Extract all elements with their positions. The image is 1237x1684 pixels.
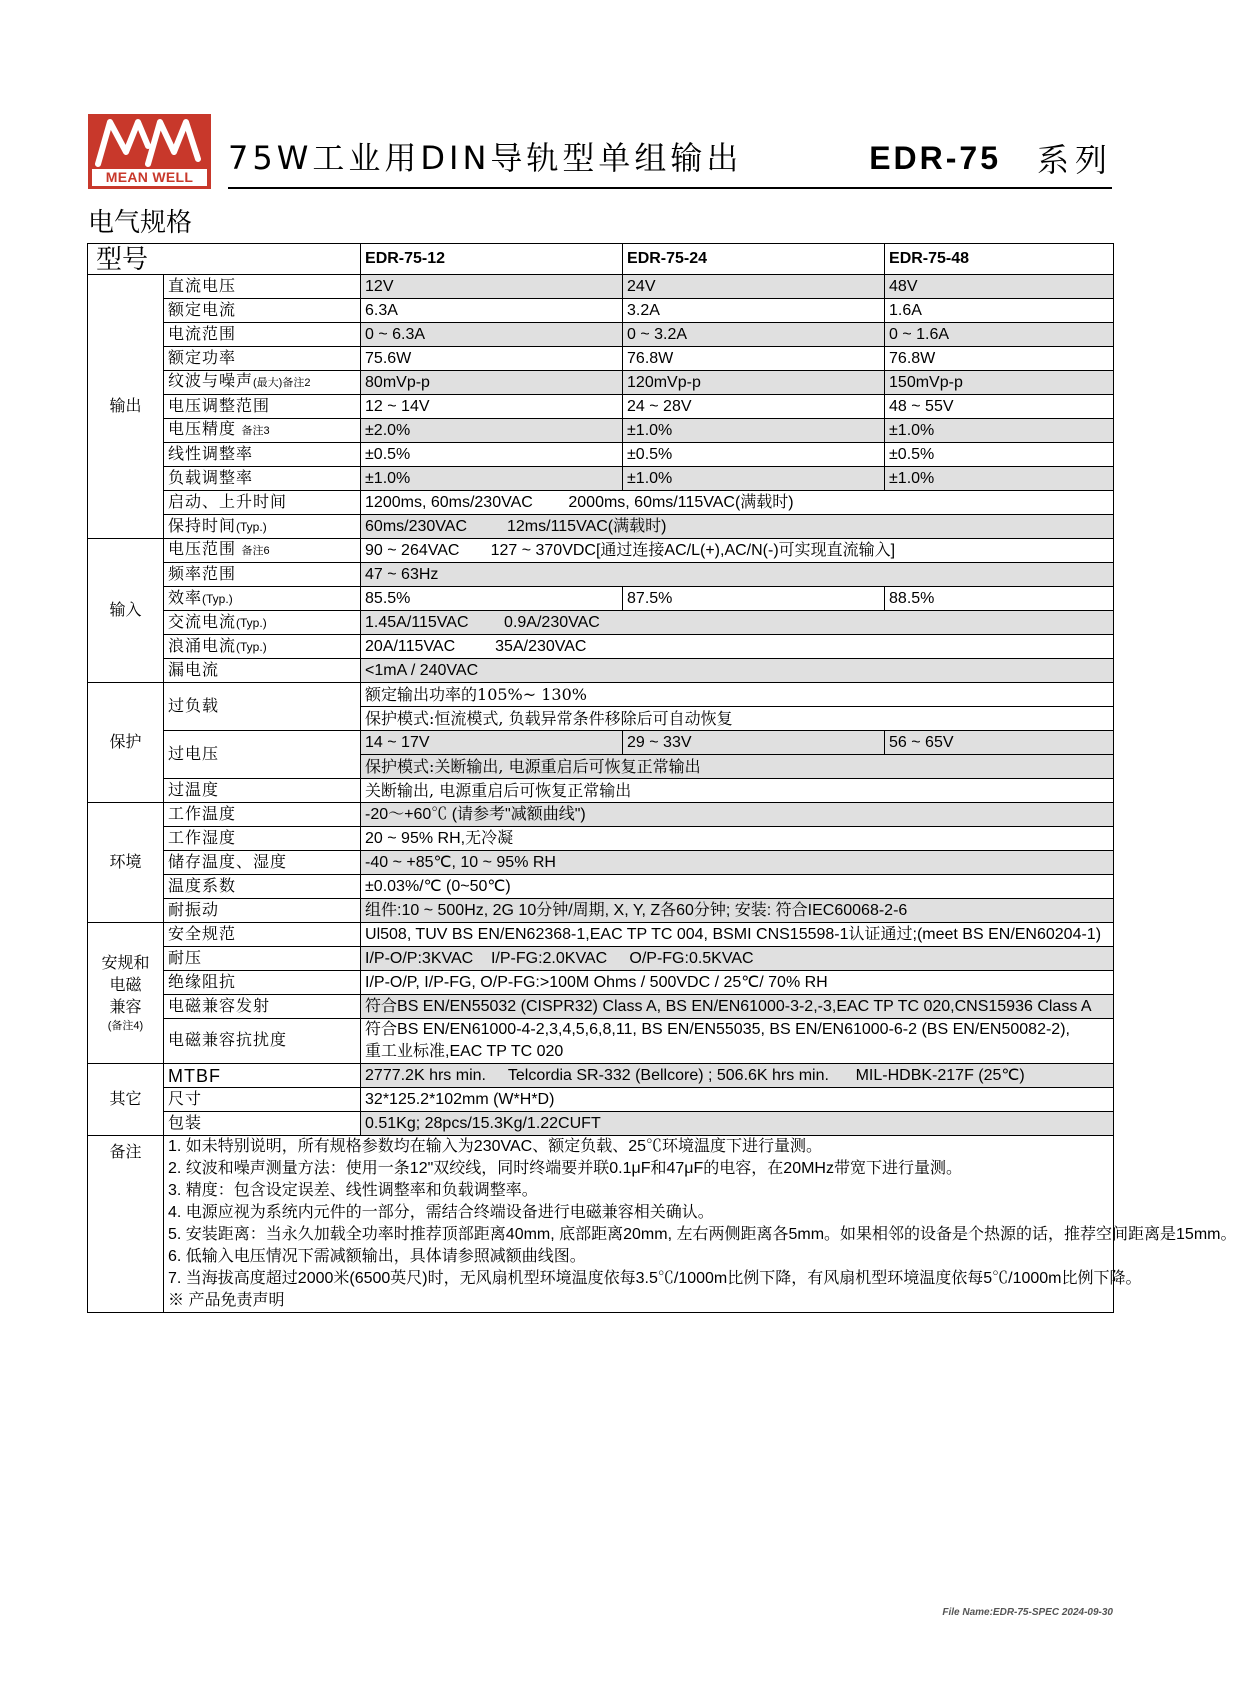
cell-value: ±2.0%: [361, 419, 623, 443]
note-item: 1. 如未特别说明，所有规格参数均在输入为230VAC、额定负载、25℃环境温度下进行量测。: [168, 1138, 822, 1155]
category-others: 其它: [88, 1064, 164, 1136]
cell-value: I/P-O/P, I/P-FG, O/P-FG:>100M Ohms / 500VDC / 25℃/ 70% RH: [361, 971, 1114, 995]
row-label: 耐压: [164, 947, 361, 971]
row-label: 绝缘阻抗: [164, 971, 361, 995]
row-label-note: (最大)备注2: [253, 377, 311, 389]
category-notes: 备注: [88, 1136, 164, 1313]
cell-value: 1.45A/115VAC 0.9A/230VAC: [361, 611, 1114, 635]
table-row: [88, 947, 1114, 971]
series-suffix: 系列: [1036, 141, 1113, 179]
cell-line: 重工业标准,EAC TP TC 020: [365, 1043, 564, 1060]
row-label: 电流范围: [164, 323, 361, 347]
row-label: 电压调整范围: [164, 395, 361, 419]
row-label: [164, 611, 361, 635]
model-row: [88, 244, 1114, 275]
cell-value: 1.6A: [885, 299, 1114, 323]
category-protection: 保护: [88, 683, 164, 803]
cell-value: 85.5%: [361, 587, 623, 611]
cell-value: 75.6W: [361, 347, 623, 371]
table-row: [88, 995, 1114, 1019]
note-item[interactable]: ※ 产品免责声明: [168, 1292, 285, 1309]
cell-value: ±1.0%: [361, 467, 623, 491]
model-header: EDR-75-48: [885, 244, 1114, 275]
table-row: [88, 1112, 1114, 1136]
cell-value: 保护模式:关断输出, 电源重启后可恢复正常输出: [361, 755, 1114, 779]
table-row: [88, 827, 1114, 851]
table-row: [88, 323, 1114, 347]
category-line: 电磁: [109, 977, 142, 994]
table-row: [88, 539, 1114, 563]
row-label: [164, 539, 361, 563]
file-name-footer: File Name:EDR-75-SPEC 2024-09-30: [942, 1607, 1113, 1618]
row-label: 额定功率: [164, 347, 361, 371]
row-label-text: 电压精度: [168, 421, 237, 438]
table-row: [88, 371, 1114, 395]
row-label: 启动、上升时间: [164, 491, 361, 515]
row-label: 线性调整率: [164, 443, 361, 467]
table-row: [88, 587, 1114, 611]
cell-value: ±1.0%: [885, 419, 1114, 443]
row-label-note: (Typ.): [236, 639, 267, 654]
table-row: [88, 731, 1114, 755]
cell-value: ±0.5%: [361, 443, 623, 467]
spec-table: [87, 243, 1237, 1313]
table-row: [88, 1064, 1114, 1088]
row-label: 漏电流: [164, 659, 361, 683]
row-label: 负载调整率: [164, 467, 361, 491]
model-header: EDR-75-24: [623, 244, 885, 275]
note-item: 6. 低输入电压情况下需减额输出，具体请参照减额曲线图。: [168, 1248, 586, 1265]
category-environment: 环境: [88, 803, 164, 923]
cell-value: 47 ~ 63Hz: [361, 563, 1114, 587]
row-label-note: 备注6: [241, 545, 270, 557]
notes-list: [164, 1136, 1237, 1313]
note-item: 3. 精度：包含设定误差、线性调整率和负载调整率。: [168, 1182, 538, 1199]
cell-value: ±1.0%: [885, 467, 1114, 491]
table-row: [88, 779, 1114, 803]
cell-value: -40 ~ +85℃, 10 ~ 95% RH: [361, 851, 1114, 875]
table-row: [88, 419, 1114, 443]
row-label: 温度系数: [164, 875, 361, 899]
note-item: 7. 当海拔高度超过2000米(6500英尺)时，无风扇机型环境温度依每3.5℃/1000m比例下降，有风扇机型环境温度依每5℃/1000m比例下降。: [168, 1270, 1142, 1287]
table-row: [88, 851, 1114, 875]
table-row: [88, 803, 1114, 827]
table-row: [88, 923, 1114, 947]
cell-value: 20 ~ 95% RH,无冷凝: [361, 827, 1114, 851]
cell-value: 20A/115VAC 35A/230VAC: [361, 635, 1114, 659]
cell-value: -20～+60℃ (请参考"减额曲线"): [361, 803, 1114, 827]
note-item: 4. 电源应视为系统内元件的一部分，需结合终端设备进行电磁兼容相关确认。: [168, 1204, 714, 1221]
category-safety-emc: [88, 923, 164, 1064]
row-label: 工作湿度: [164, 827, 361, 851]
cell-value: ±0.5%: [885, 443, 1114, 467]
table-row: [88, 515, 1114, 539]
table-row: [88, 467, 1114, 491]
row-label: 储存温度、湿度: [164, 851, 361, 875]
category-input: 输入: [88, 539, 164, 683]
document-title: 75W工业用DIN导轨型单组输出: [228, 139, 743, 177]
row-label-text: 纹波与噪声: [168, 373, 254, 390]
table-row: [88, 635, 1114, 659]
row-label-note: (Typ.): [202, 591, 233, 606]
cell-value: 12 ~ 14V: [361, 395, 623, 419]
logo-text: MEAN WELL: [92, 169, 207, 186]
cell-value: 24V: [623, 275, 885, 299]
cell-value: 0 ~ 6.3A: [361, 323, 623, 347]
title-underline: [228, 187, 1112, 189]
table-row: [88, 899, 1114, 923]
row-label-text: 保持时间: [168, 517, 237, 535]
cell-value: 90 ~ 264VAC 127 ~ 370VDC[通过连接AC/L(+),AC/N(-)可实现直流输入]: [361, 539, 1114, 563]
cell-value: 48V: [885, 275, 1114, 299]
table-row: [88, 611, 1114, 635]
row-label: [164, 371, 361, 395]
cell-value: 关断输出, 电源重启后可恢复正常输出: [361, 779, 1114, 803]
table-row: [88, 1019, 1114, 1064]
mw-logo-mark-icon: [88, 114, 211, 169]
table-row: [88, 299, 1114, 323]
cell-value: 6.3A: [361, 299, 623, 323]
row-label: 尺寸: [164, 1088, 361, 1112]
cell-value: ±1.0%: [623, 467, 885, 491]
cell-value: ±1.0%: [623, 419, 885, 443]
section-title: 电气规格: [88, 208, 193, 238]
category-line: 兼容: [109, 999, 142, 1016]
cell-value: 80mVp-p: [361, 371, 623, 395]
row-label-text: 浪涌电流: [168, 637, 237, 655]
cell-value: 12V: [361, 275, 623, 299]
row-label-text: 交流电流: [168, 613, 237, 631]
table-row: [88, 659, 1114, 683]
table-row: [88, 1088, 1114, 1112]
cell-value: 87.5%: [623, 587, 885, 611]
cell-line: 符合BS EN/EN61000-4-2,3,4,5,6,8,11, BS EN/EN55035, BS EN/EN61000-6-2 (BS EN/EN50082-2),: [365, 1021, 1070, 1038]
model-header: EDR-75-12: [361, 244, 623, 275]
cell-value: <1mA / 240VAC: [361, 659, 1114, 683]
row-label: 包装: [164, 1112, 361, 1136]
table-row: [88, 347, 1114, 371]
cell-value: 符合BS EN/EN55032 (CISPR32) Class A, BS EN/EN61000-3-2,-3,EAC TP TC 020,CNS15936 Class A: [361, 995, 1114, 1019]
cell-value: 29 ~ 33V: [623, 731, 885, 755]
cell-value: 组件:10 ~ 500Hz, 2G 10分钟/周期, X, Y, Z各60分钟; 安装: 符合IEC60068-2-6: [361, 899, 1114, 923]
cell-value: ±0.03%/℃ (0~50℃): [361, 875, 1114, 899]
row-label: 安全规范: [164, 923, 361, 947]
table-row: [88, 275, 1114, 299]
row-label-note: 备注3: [241, 425, 270, 437]
cell-value: Ul508, TUV BS EN/EN62368-1,EAC TP TC 004, BSMI CNS15598-1认证通过;(meet BS EN/EN60204-1): [361, 923, 1114, 947]
category-line: 安规和: [101, 955, 150, 972]
row-label-text: 效率: [168, 589, 203, 607]
row-label: 电磁兼容抗扰度: [164, 1019, 361, 1064]
cell-value: 14 ~ 17V: [361, 731, 623, 755]
cell-value: 0.51Kg; 28pcs/15.3Kg/1.22CUFT: [361, 1112, 1114, 1136]
table-row: [88, 491, 1114, 515]
row-label: 耐振动: [164, 899, 361, 923]
row-label: 电磁兼容发射: [164, 995, 361, 1019]
row-label: 过负载: [164, 683, 361, 731]
row-label: [164, 587, 361, 611]
series-model: EDR-75: [869, 140, 1001, 176]
row-label: 过电压: [164, 731, 361, 779]
note-item: 2. 纹波和噪声测量方法：使用一条12"双绞线，同时终端要并联0.1μF和47μF的电容，在20MHz带宽下进行量测。: [168, 1160, 962, 1177]
row-label: 过温度: [164, 779, 361, 803]
cell-value: 32*125.2*102mm (W*H*D): [361, 1088, 1114, 1112]
cell-value: 额定输出功率的105%~ 130%: [361, 683, 1114, 707]
row-label: 频率范围: [164, 563, 361, 587]
cell-value: 150mVp-p: [885, 371, 1114, 395]
category-output: 输出: [88, 275, 164, 539]
cell-value: 88.5%: [885, 587, 1114, 611]
mean-well-logo: [88, 114, 211, 189]
cell-value: 2777.2K hrs min. Telcordia SR-332 (Bellcore) ; 506.6K hrs min. MIL-HDBK-217F (25℃): [361, 1064, 1114, 1088]
cell-value: [361, 1019, 1114, 1064]
model-label: 型号: [88, 244, 361, 275]
cell-value: 76.8W: [623, 347, 885, 371]
row-label-text: 电压范围: [168, 541, 237, 558]
cell-value: 保护模式:恒流模式, 负载异常条件移除后可自动恢复: [361, 707, 1114, 731]
row-label-note: (Typ.): [236, 615, 267, 630]
cell-value: 56 ~ 65V: [885, 731, 1114, 755]
row-label: MTBF: [164, 1064, 361, 1088]
row-label: 直流电压: [164, 275, 361, 299]
row-label: [164, 419, 361, 443]
row-label: [164, 515, 361, 539]
cell-value: ±0.5%: [623, 443, 885, 467]
row-label: 额定电流: [164, 299, 361, 323]
cell-value: 60ms/230VAC 12ms/115VAC(满载时): [361, 515, 1114, 539]
table-row: [88, 875, 1114, 899]
table-row: [88, 443, 1114, 467]
cell-value: 48 ~ 55V: [885, 395, 1114, 419]
table-row: [88, 971, 1114, 995]
category-note: (备注4): [107, 1020, 144, 1032]
cell-value: 120mVp-p: [623, 371, 885, 395]
cell-value: 3.2A: [623, 299, 885, 323]
notes-row: [88, 1136, 1114, 1313]
cell-value: 24 ~ 28V: [623, 395, 885, 419]
row-label: [164, 635, 361, 659]
cell-value: 0 ~ 1.6A: [885, 323, 1114, 347]
row-label-note: (Typ.): [236, 519, 267, 534]
table-row: [88, 563, 1114, 587]
note-item: 5. 安装距离：当永久加载全功率时推荐顶部距离40mm, 底部距离20mm, 左右两侧距离各5mm。如果相邻的设备是个热源的话，推荐空间距离是15mm。: [168, 1226, 1237, 1243]
row-label: 工作温度: [164, 803, 361, 827]
cell-value: 1200ms, 60ms/230VAC 2000ms, 60ms/115VAC(满载时): [361, 491, 1114, 515]
cell-value: 0 ~ 3.2A: [623, 323, 885, 347]
cell-value: I/P-O/P:3KVAC I/P-FG:2.0KVAC O/P-FG:0.5KVAC: [361, 947, 1114, 971]
table-row: [88, 683, 1114, 707]
cell-value: 76.8W: [885, 347, 1114, 371]
table-row: [88, 395, 1114, 419]
